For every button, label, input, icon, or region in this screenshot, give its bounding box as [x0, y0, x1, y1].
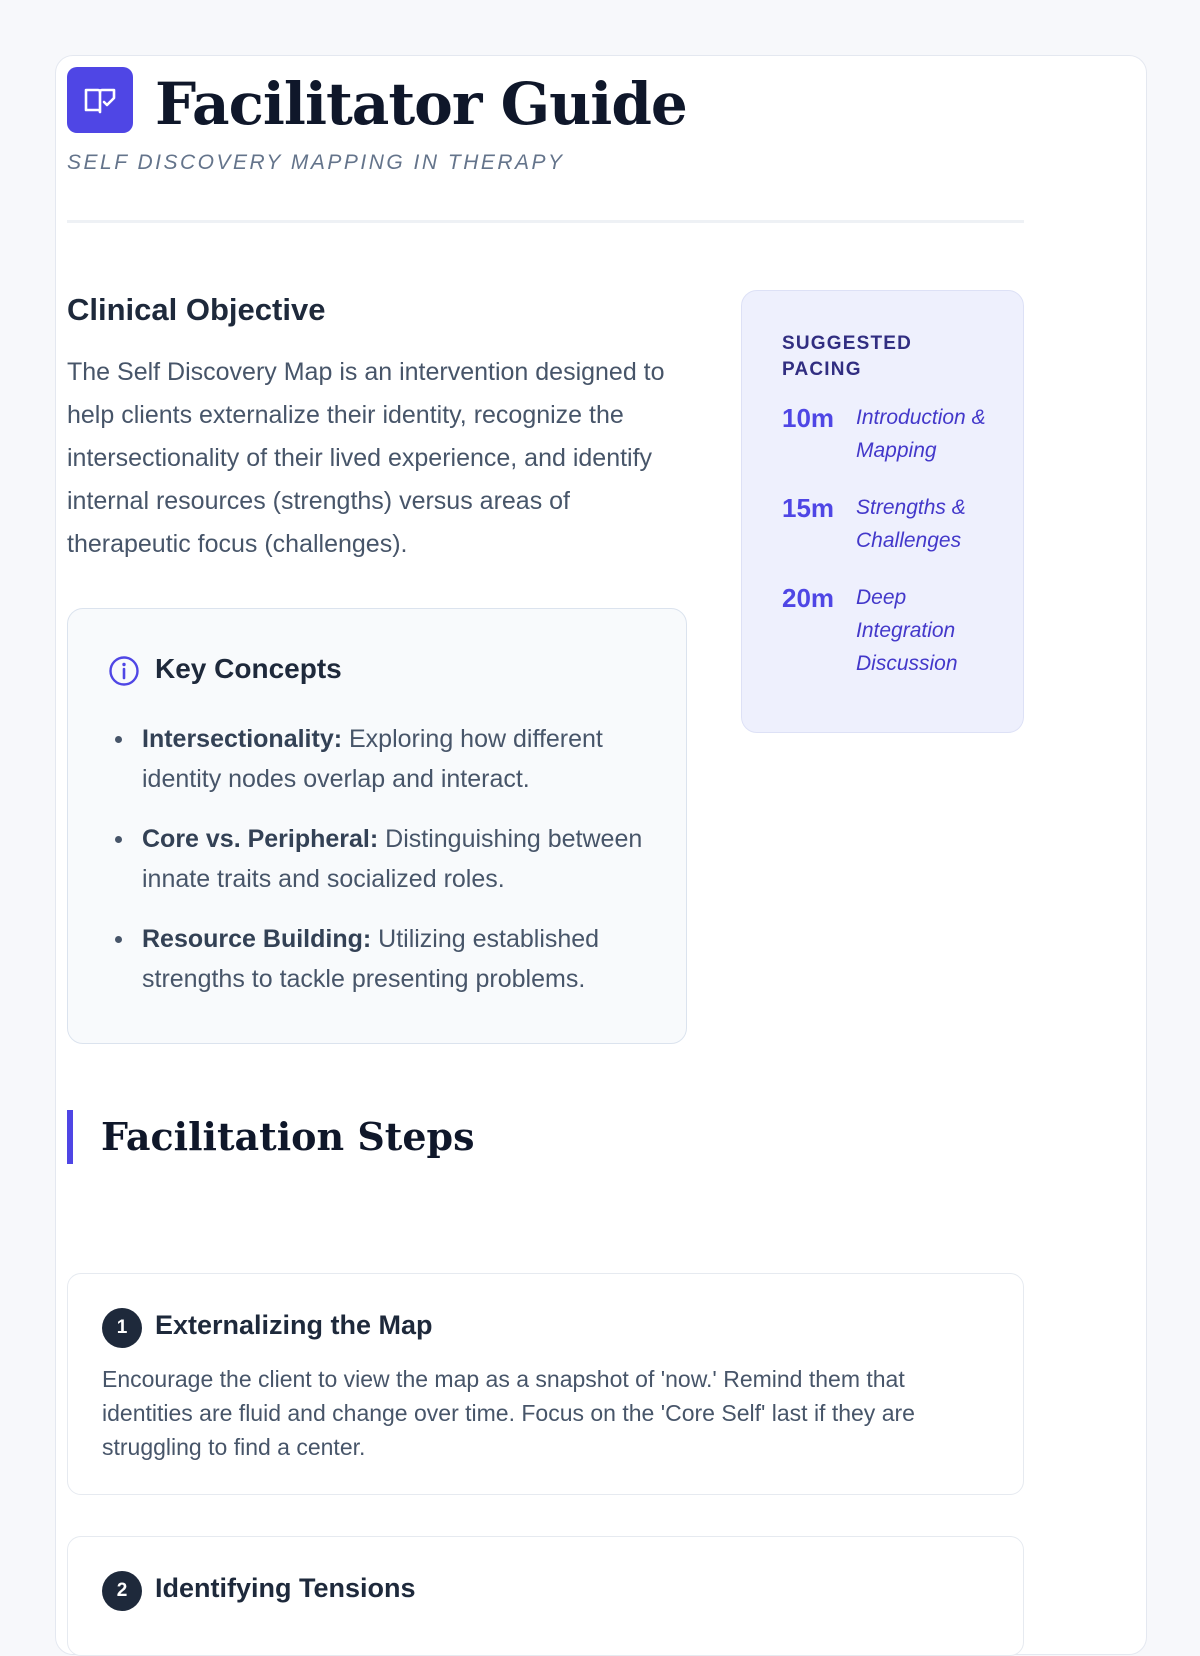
- page-title: Facilitator Guide: [155, 70, 687, 138]
- concept-term: Intersectionality:: [142, 725, 343, 753]
- pacing-label: SUGGESTED PACING: [782, 333, 913, 380]
- step-title: Identifying Tensions: [155, 1573, 416, 1603]
- pacing-list: [782, 403, 1023, 680]
- key-concepts-heading: Key Concepts: [155, 653, 342, 684]
- pacing-desc: Strengths & Challenges: [856, 496, 966, 552]
- pacing-desc: Introduction & Mapping: [856, 406, 986, 462]
- concept-term: Core vs. Peripheral:: [142, 825, 379, 853]
- concept-desc: Distinguishing between innate traits and socialized roles.: [142, 825, 643, 893]
- key-concepts-box: [67, 608, 687, 1044]
- concept-desc: Exploring how different identity nodes overlap and interact.: [142, 725, 603, 793]
- pacing-panel: [741, 290, 1024, 733]
- key-concepts-list: [142, 719, 652, 1019]
- step-number-badge: 1: [102, 1308, 142, 1348]
- list-item: [142, 819, 652, 899]
- pacing-time: 15m: [782, 493, 835, 523]
- step-card: [67, 1273, 1024, 1495]
- step-card: [67, 1536, 1024, 1656]
- step-text: Encourage the client to view the map as a snapshot of 'now.' Remind them that identities are fluid and change over time. Focus on the 'Core Self' last if they are struggling to find a center.: [102, 1366, 915, 1460]
- step-title: Externalizing the Map: [155, 1310, 433, 1340]
- book-check-icon: [67, 67, 133, 133]
- list-item: [142, 719, 652, 799]
- concept-desc: Utilizing established strengths to tackle presenting problems.: [142, 925, 600, 993]
- info-icon: [108, 655, 140, 692]
- pacing-item: [782, 403, 1023, 467]
- steps-accent-bar: [67, 1110, 73, 1164]
- pacing-item: [782, 493, 1023, 557]
- pacing-item: [782, 583, 1023, 680]
- list-item: [142, 919, 652, 999]
- objective-heading: Clinical Objective: [67, 292, 326, 327]
- pacing-time: 10m: [782, 403, 835, 433]
- pacing-desc: Deep Integration Discussion: [856, 586, 958, 675]
- steps-heading: Facilitation Steps: [101, 1114, 475, 1159]
- concept-term: Resource Building:: [142, 925, 372, 953]
- page-subtitle: SELF DISCOVERY MAPPING IN THERAPY: [67, 151, 565, 174]
- step-number-badge: 2: [102, 1571, 142, 1611]
- pacing-time: 20m: [782, 583, 835, 613]
- objective-text: The Self Discovery Map is an intervention designed to help clients externalize their identity, recognize the intersectionality of their lived experience, and identify internal resources (strengths) versus areas of therapeutic focus (challenges).: [67, 358, 665, 558]
- header-divider: [67, 220, 1024, 223]
